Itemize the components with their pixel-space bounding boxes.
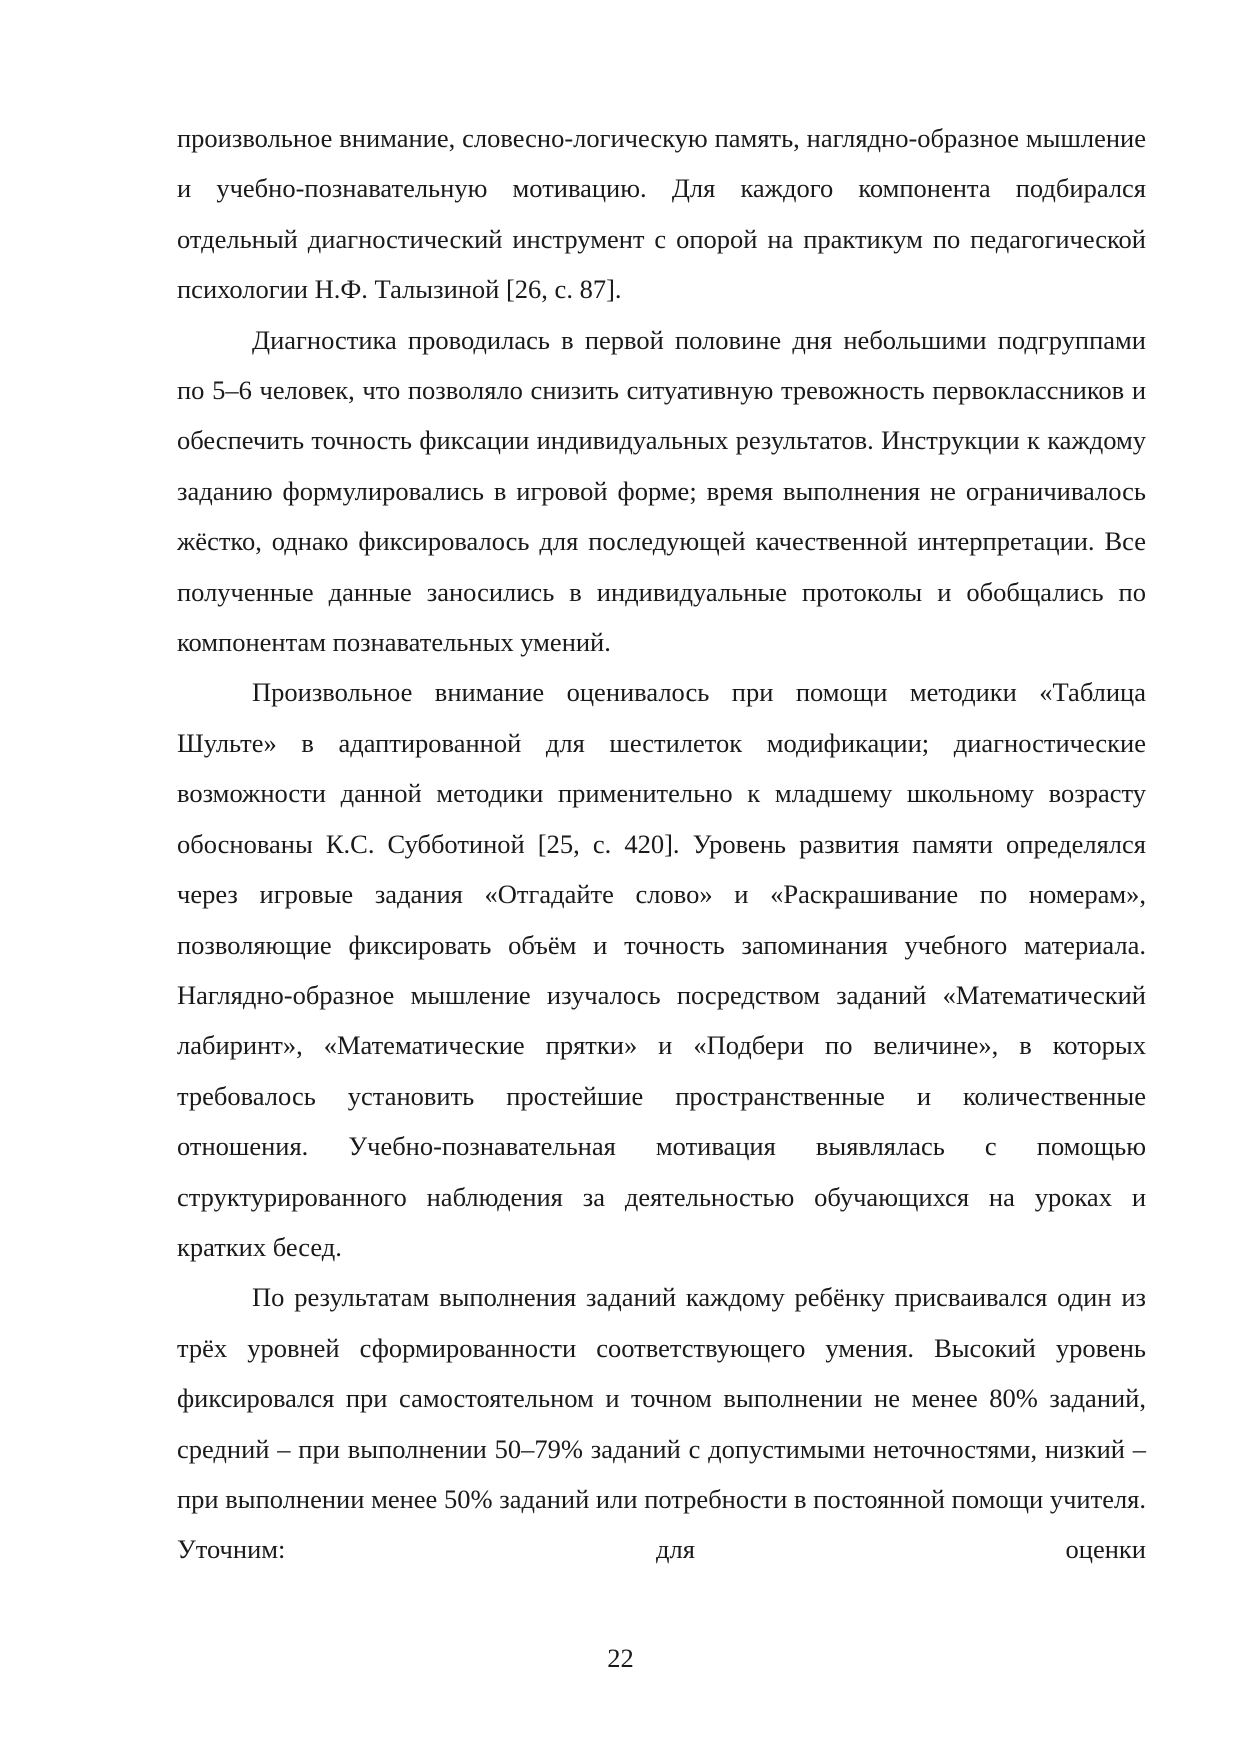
- page-body: [177, 113, 1146, 1575]
- paragraph-2: Диагностика проводилась в первой половине дня небольшими подгруппами по 5–6 человек, что позволяло снизить ситуативную тревожность первоклассников и обеспечить точность фиксации индивидуальных результатов. Инструкции к каждому заданию формулировались в игровой форме; время выполнения не ограничивалось жёстко, однако фиксировалось для последующей качественной интерпретации. Все полученные данные заносились в индивидуальные протоколы и обобщались по компонентам познавательных умений.: [177, 324, 1146, 658]
- paragraph-3: Произвольное внимание оценивалось при помощи методики «Таблица Шульте» в адаптированной для шестилеток модификации; диагностические возможности данной методики применительно к младшему школьному возрасту обоснованы К.С. Субботиной [25, с. 420]. Уровень развития памяти определялся через игровые задания «Отгадайте слово» и «Раскрашивание по номерам», позволяющие фиксировать объём и точность запоминания учебного материала. Наглядно-образное мышление изучалось посредством заданий «Математический лабиринт», «Математические прятки» и «Подбери по величине», в которых требовалось установить простейшие пространственные и количественные отношения. Учебно-познавательная мотивация выявлялась с помощью структурированного наблюдения за деятельностью обучающихся на уроках и кратких бесед.: [177, 677, 1146, 1262]
- paragraph-1: произвольное внимание, словесно-логическую память, наглядно-образное мышление и учебно-познавательную мотивацию. Для каждого компонента подбирался отдельный диагностический инструмент с опорой на практикум по педагогической психологии Н.Ф. Талызиной [26, с. 87].: [177, 123, 1146, 305]
- page-number: 22: [607, 1643, 634, 1673]
- paragraph-4: По результатам выполнения заданий каждому ребёнку присваивался один из трёх уровней сформированности соответствующего умения. Высокий уровень фиксировался при самостоятельном и точном выполнении не менее 80% заданий, средний – при выполнении 50–79% заданий с допустимыми неточностями, низкий – при выполнении менее 50% заданий или потребности в постоянной помощи учителя. Уточним: для оценки: [177, 1282, 1146, 1565]
